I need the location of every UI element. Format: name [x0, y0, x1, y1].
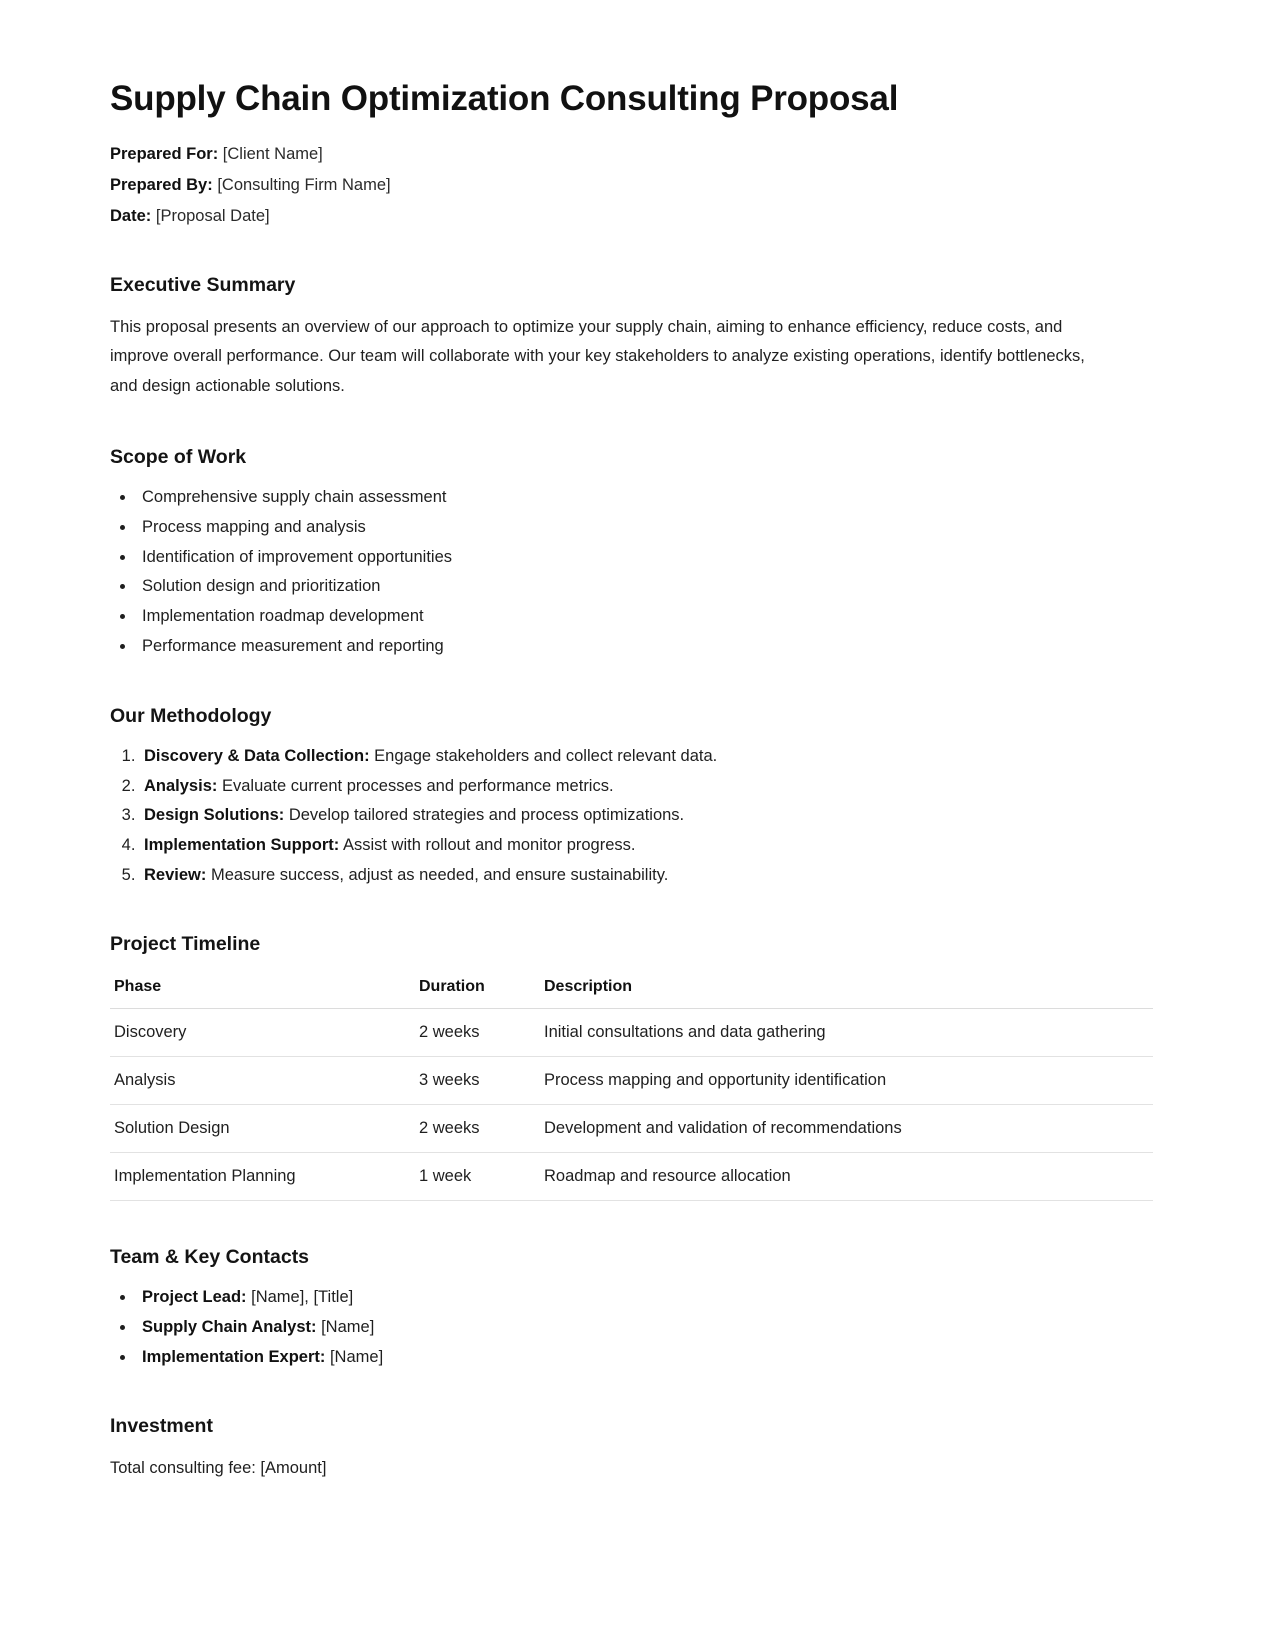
column-header-phase: Phase	[110, 972, 415, 1009]
meta-prepared-for-value: [Client Name]	[222, 145, 323, 164]
list-item	[140, 802, 1153, 829]
cell-description: Roadmap and resource allocation	[540, 1152, 1153, 1200]
contact-value: [Name]	[321, 1317, 375, 1336]
table-header-row	[110, 972, 1153, 1009]
column-header-duration: Duration	[415, 972, 540, 1009]
meta-prepared-for	[110, 141, 1153, 168]
meta-date	[110, 203, 1153, 230]
cell-duration: 1 week	[415, 1152, 540, 1200]
methodology-step-detail: Evaluate current processes and performance metrics.	[221, 776, 614, 795]
project-timeline-table	[110, 972, 1153, 1201]
methodology-step-term: Design Solutions:	[144, 806, 285, 825]
meta-prepared-for-label: Prepared For:	[110, 145, 219, 164]
cell-duration: 2 weeks	[415, 1008, 540, 1056]
methodology-list	[110, 743, 1153, 889]
cell-description: Process mapping and opportunity identification	[540, 1056, 1153, 1104]
section-heading-team-key-contacts: Team & Key Contacts	[110, 1245, 310, 1268]
meta-prepared-by-value: [Consulting Firm Name]	[217, 176, 391, 195]
cell-duration: 3 weeks	[415, 1056, 540, 1104]
cell-description: Development and validation of recommendations	[540, 1104, 1153, 1152]
team-contacts-list	[110, 1284, 1153, 1370]
contact-role: Implementation Expert:	[142, 1347, 326, 1366]
list-item: • Solution design and prioritization	[136, 573, 1153, 600]
list-item: • Comprehensive supply chain assessment	[136, 484, 1153, 511]
cell-phase: Implementation Planning	[110, 1152, 415, 1200]
list-item: • Process mapping and analysis	[136, 514, 1153, 541]
methodology-step-term: Implementation Support:	[144, 836, 340, 855]
methodology-step-detail: Measure success, adjust as needed, and ensure sustainability.	[210, 865, 669, 884]
section-heading-our-methodology: Our Methodology	[110, 704, 272, 727]
list-item	[136, 1314, 1153, 1341]
page-title: Supply Chain Optimization Consulting Proposal	[110, 79, 899, 118]
methodology-step-term: Review:	[144, 865, 207, 884]
meta-date-value: [Proposal Date]	[155, 206, 270, 225]
methodology-step-detail: Assist with rollout and monitor progress.	[342, 836, 636, 855]
cell-phase: Solution Design	[110, 1104, 415, 1152]
column-header-description: Description	[540, 972, 1153, 1009]
methodology-step-term: Discovery & Data Collection:	[144, 746, 370, 765]
cell-description: Initial consultations and data gathering	[540, 1008, 1153, 1056]
contact-role: Project Lead:	[142, 1288, 247, 1307]
table-row	[110, 1104, 1153, 1152]
contact-role: Supply Chain Analyst:	[142, 1317, 317, 1336]
methodology-step-detail: Engage stakeholders and collect relevant data.	[374, 746, 718, 765]
document-meta-block	[110, 141, 1153, 229]
table-row	[110, 1056, 1153, 1104]
cell-duration: 2 weeks	[415, 1104, 540, 1152]
table-row	[110, 1008, 1153, 1056]
methodology-step-detail: Develop tailored strategies and process optimizations.	[288, 806, 685, 825]
list-item	[140, 832, 1153, 859]
meta-prepared-by-label: Prepared By:	[110, 176, 213, 195]
contact-value: [Name], [Title]	[251, 1288, 354, 1307]
list-item	[136, 1284, 1153, 1311]
methodology-step-term: Analysis:	[144, 776, 218, 795]
meta-prepared-by	[110, 172, 1153, 199]
section-heading-investment: Investment	[110, 1415, 213, 1438]
list-item	[140, 743, 1153, 770]
investment-fee-line: Total consulting fee: [Amount]	[110, 1458, 327, 1477]
cell-phase: Discovery	[110, 1008, 415, 1056]
table-row	[110, 1152, 1153, 1200]
list-item	[136, 1344, 1153, 1371]
list-item	[140, 773, 1153, 800]
section-heading-scope-of-work: Scope of Work	[110, 445, 247, 468]
list-item: • Performance measurement and reporting	[136, 633, 1153, 660]
list-item: • Implementation roadmap development	[136, 603, 1153, 630]
section-heading-project-timeline: Project Timeline	[110, 933, 261, 956]
section-heading-executive-summary: Executive Summary	[110, 274, 296, 297]
meta-date-label: Date:	[110, 206, 152, 225]
list-item	[140, 862, 1153, 889]
scope-of-work-list	[110, 484, 1153, 659]
executive-summary-paragraph: This proposal presents an overview of our approach to optimize your supply chain, aiming to enhance efficiency, reduce costs, and improve overall performance. Our team will collaborate with your key stakeholders to analyze existing operations, identify bottlenecks, and design actionable solutions.	[110, 317, 1085, 395]
list-item: • Identification of improvement opportunities	[136, 544, 1153, 571]
cell-phase: Analysis	[110, 1056, 415, 1104]
contact-value: [Name]	[329, 1347, 384, 1366]
